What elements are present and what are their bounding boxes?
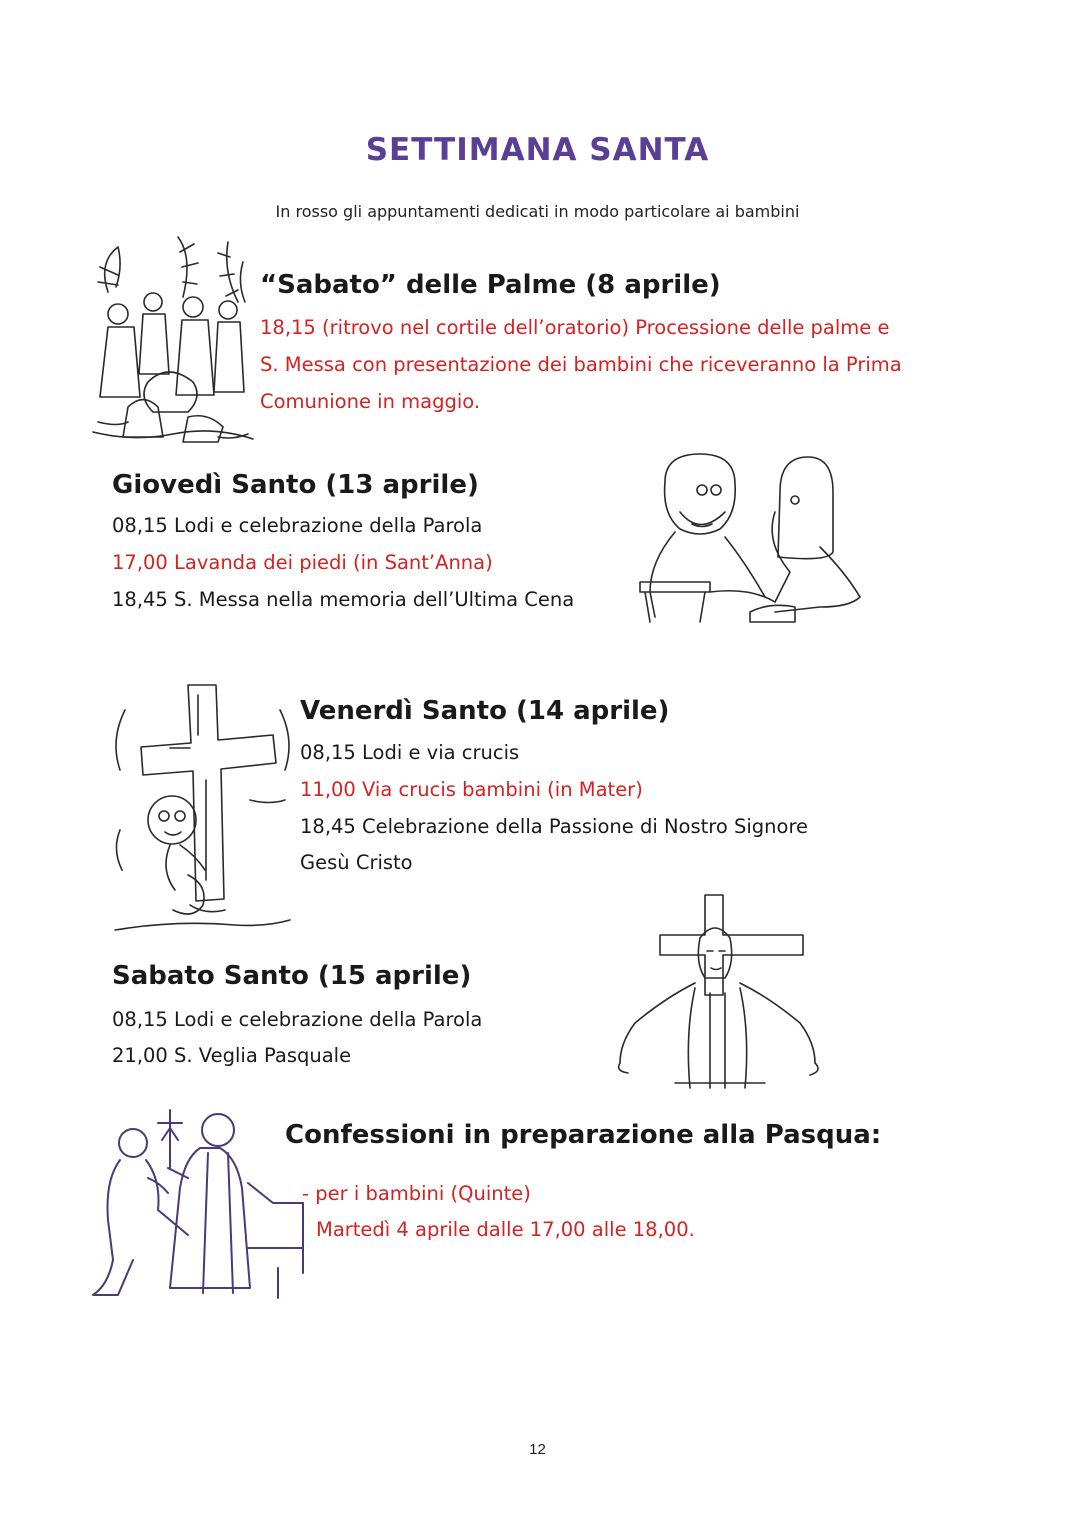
confession-icon [88, 1108, 313, 1303]
confessioni-line-1: - per i bambini (Quinte) [302, 1182, 531, 1205]
section-heading-confessioni: Confessioni in preparazione alla Pasqua: [285, 1120, 882, 1150]
venerdi-line-2: 11,00 Via crucis bambini (in Mater) [300, 778, 643, 801]
palme-line-3: Comunione in maggio. [260, 390, 481, 413]
section-heading-venerdi: Venerdì Santo (14 aprile) [300, 696, 670, 726]
section-heading-giovedi: Giovedì Santo (13 aprile) [112, 470, 479, 500]
sabato-line-2: 21,00 S. Veglia Pasquale [112, 1044, 352, 1067]
giovedi-line-1: 08,15 Lodi e celebrazione della Parola [112, 514, 483, 537]
venerdi-line-4: Gesù Cristo [300, 851, 413, 874]
venerdi-line-3: 18,45 Celebrazione della Passione di Nostro Signore [300, 815, 809, 838]
risen-jesus-cross-icon [615, 893, 825, 1093]
palme-line-2: S. Messa con presentazione dei bambini che riceveranno la Prima [260, 353, 902, 376]
page-subtitle: In rosso gli appuntamenti dedicati in modo particolare ai bambini [275, 202, 800, 221]
sabato-line-1: 08,15 Lodi e celebrazione della Parola [112, 1008, 483, 1031]
section-heading-palme: “Sabato” delle Palme (8 aprile) [260, 270, 721, 300]
foot-washing-icon [630, 452, 865, 627]
confessioni-line-2: Martedì 4 aprile dalle 17,00 alle 18,00. [316, 1218, 695, 1241]
giovedi-line-2: 17,00 Lavanda dei piedi (in Sant’Anna) [112, 551, 493, 574]
page-title: SETTIMANA SANTA [365, 132, 710, 168]
section-heading-sabato: Sabato Santo (15 aprile) [112, 961, 472, 991]
palme-line-1: 18,15 (ritrovo nel cortile dell’oratorio) Processione delle palme e [260, 316, 890, 339]
child-carrying-cross-icon [110, 680, 295, 935]
venerdi-line-1: 08,15 Lodi e via crucis [300, 741, 520, 764]
giovedi-line-3: 18,45 S. Messa nella memoria dell’Ultima Cena [112, 588, 575, 611]
palm-procession-icon [88, 232, 258, 447]
page-number: 12 [529, 1441, 546, 1458]
